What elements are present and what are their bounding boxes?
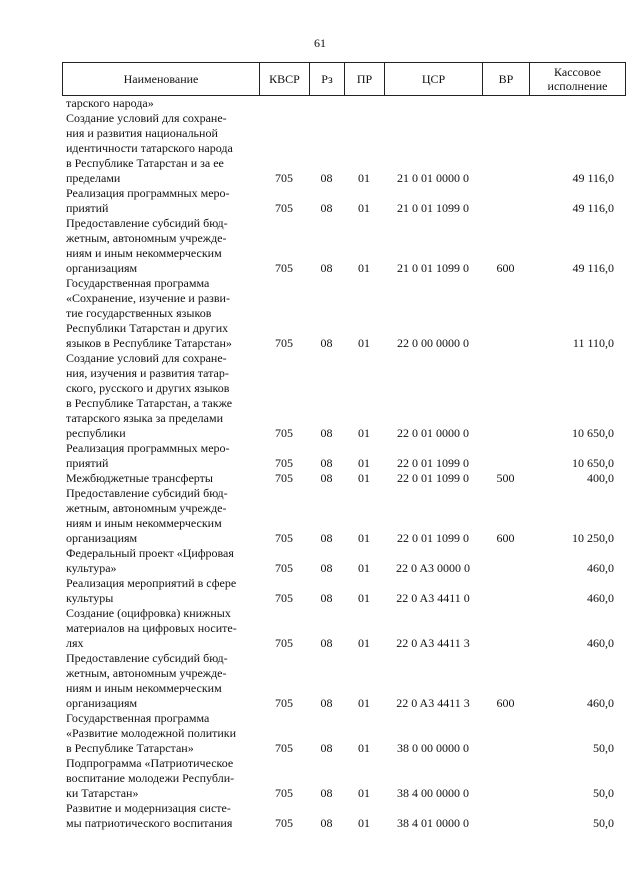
row-sum: 50,0 bbox=[593, 786, 614, 800]
row-name bbox=[62, 576, 259, 606]
row-pr: 01 bbox=[358, 471, 370, 485]
row-rz: 08 bbox=[320, 786, 333, 800]
row-rz: 08 bbox=[320, 261, 333, 275]
row-name-line: Предоставление субсидий бюд- bbox=[66, 216, 228, 230]
row-kvsr: 705 bbox=[275, 471, 293, 485]
row-sum: 10 650,0 bbox=[572, 456, 614, 470]
row-name bbox=[62, 486, 259, 546]
row-name-line: жетным, автономным учрежде- bbox=[66, 666, 227, 680]
row-name-line: организациям bbox=[66, 696, 138, 710]
row-name-line: воспитание молодежи Республи- bbox=[66, 771, 235, 785]
row-name-line: Межбюджетные трансферты bbox=[66, 471, 213, 485]
row-name-line: Государственная программа bbox=[66, 276, 210, 290]
row-name-line: Государственная программа bbox=[66, 711, 210, 725]
row-csr: 21 0 01 1099 0 bbox=[397, 261, 469, 275]
row-sum: 10 250,0 bbox=[572, 531, 614, 545]
row-rz: 08 bbox=[320, 426, 333, 440]
row-name-line: Предоставление субсидий бюд- bbox=[66, 651, 228, 665]
row-name-line: ния и развития национальной bbox=[66, 126, 218, 140]
row-csr: 22 0 A3 0000 0 bbox=[395, 561, 470, 575]
row-name bbox=[62, 441, 259, 471]
row-kvsr: 705 bbox=[275, 696, 293, 710]
row-pr: 01 bbox=[358, 336, 370, 350]
row-name bbox=[62, 801, 259, 831]
row-name-line: Предоставление субсидий бюд- bbox=[66, 486, 228, 500]
row-kvsr: 705 bbox=[275, 741, 293, 755]
row-name-line: республики bbox=[66, 426, 126, 440]
row-name-line: лях bbox=[66, 636, 84, 650]
row-name-line: идентичности татарского народа bbox=[66, 141, 233, 155]
row-pr: 01 bbox=[358, 456, 370, 470]
row-rz: 08 bbox=[320, 696, 333, 710]
row-csr: 21 0 01 0000 0 bbox=[397, 171, 469, 185]
row-rz: 08 bbox=[320, 561, 333, 575]
row-kvsr: 705 bbox=[275, 171, 293, 185]
row-pr: 01 bbox=[358, 816, 370, 830]
row-name-line: Реализация мероприятий в сфере bbox=[66, 576, 237, 590]
row-name-line: Федеральный проект «Цифровая bbox=[66, 546, 234, 560]
row-rz: 08 bbox=[320, 171, 333, 185]
row-name bbox=[62, 96, 259, 111]
row-name bbox=[62, 651, 259, 711]
row-sum: 49 116,0 bbox=[572, 171, 614, 185]
page-number: 61 bbox=[314, 36, 326, 50]
row-csr: 22 0 01 1099 0 bbox=[397, 531, 469, 545]
row-kvsr: 705 bbox=[275, 816, 293, 830]
table-row bbox=[62, 96, 626, 111]
row-rz: 08 bbox=[320, 201, 333, 215]
header-pr: ПР bbox=[345, 63, 385, 95]
row-name-line: приятий bbox=[66, 201, 109, 215]
row-pr: 01 bbox=[358, 696, 370, 710]
row-kvsr: 705 bbox=[275, 561, 293, 575]
row-vr: 500 bbox=[496, 471, 515, 485]
header-name: Наименование bbox=[63, 63, 260, 95]
row-name-line: ниям и иным некоммерческим bbox=[66, 516, 222, 530]
row-pr: 01 bbox=[358, 591, 370, 605]
row-pr: 01 bbox=[358, 201, 370, 215]
row-vr: 600 bbox=[496, 696, 515, 710]
row-csr: 22 0 A3 4411 0 bbox=[396, 591, 470, 605]
header-vr: ВР bbox=[483, 63, 530, 95]
row-sum: 460,0 bbox=[587, 636, 614, 650]
header-kvsr: КВСР bbox=[260, 63, 310, 95]
row-name-line: пределами bbox=[66, 171, 121, 185]
row-csr: 22 0 A3 4411 3 bbox=[396, 636, 470, 650]
row-csr: 38 0 00 0000 0 bbox=[397, 741, 469, 755]
table-row bbox=[62, 576, 626, 606]
row-name-line: Республики Татарстан и других bbox=[66, 321, 229, 335]
row-rz: 08 bbox=[320, 636, 333, 650]
row-name-line: организациям bbox=[66, 261, 138, 275]
row-sum: 50,0 bbox=[593, 741, 614, 755]
row-name-line: в Республике Татарстан, а также bbox=[66, 396, 233, 410]
row-sum: 10 650,0 bbox=[572, 426, 614, 440]
row-pr: 01 bbox=[358, 636, 370, 650]
row-name-line: тие государственных языков bbox=[66, 306, 212, 320]
row-kvsr: 705 bbox=[275, 786, 293, 800]
row-rz: 08 bbox=[320, 336, 333, 350]
row-kvsr: 705 bbox=[275, 201, 293, 215]
row-pr: 01 bbox=[358, 261, 370, 275]
row-name-line: материалов на цифровых носите- bbox=[66, 621, 237, 635]
row-kvsr: 705 bbox=[275, 261, 293, 275]
row-name-line: ского, русского и других языков bbox=[66, 381, 230, 395]
row-kvsr: 705 bbox=[275, 636, 293, 650]
table-row bbox=[62, 351, 626, 441]
row-rz: 08 bbox=[320, 471, 333, 485]
row-pr: 01 bbox=[358, 741, 370, 755]
row-csr: 22 0 01 0000 0 bbox=[397, 426, 469, 440]
row-vr: 600 bbox=[496, 261, 515, 275]
row-name-line: «Развитие молодежной политики bbox=[66, 726, 237, 740]
row-name-line: культура» bbox=[66, 561, 117, 575]
row-name-line: мы патриотического воспитания bbox=[66, 816, 233, 830]
row-name-line: «Сохранение, изучение и разви- bbox=[66, 291, 230, 305]
row-kvsr: 705 bbox=[275, 531, 293, 545]
row-sum: 49 116,0 bbox=[572, 201, 614, 215]
row-csr: 22 0 A3 4411 3 bbox=[396, 696, 470, 710]
row-pr: 01 bbox=[358, 171, 370, 185]
table-row bbox=[62, 756, 626, 801]
row-sum: 460,0 bbox=[587, 591, 614, 605]
row-csr: 38 4 00 0000 0 bbox=[397, 786, 469, 800]
row-pr: 01 bbox=[358, 426, 370, 440]
table-row bbox=[62, 486, 626, 546]
row-name bbox=[62, 276, 259, 351]
row-name bbox=[62, 216, 259, 276]
row-kvsr: 705 bbox=[275, 456, 293, 470]
row-name-line: приятий bbox=[66, 456, 109, 470]
row-name-line: ки Татарстан» bbox=[66, 786, 139, 800]
header-rz: Рз bbox=[310, 63, 345, 95]
row-name-line: Создание условий для сохране- bbox=[66, 351, 227, 365]
row-name-line: организациям bbox=[66, 531, 138, 545]
row-sum: 460,0 bbox=[587, 561, 614, 575]
row-name bbox=[62, 546, 259, 576]
row-name-line: Создание условий для сохране- bbox=[66, 111, 227, 125]
row-csr: 22 0 01 1099 0 bbox=[397, 456, 469, 470]
row-name-line: Подпрограмма «Патриотическое bbox=[66, 756, 234, 770]
table-row bbox=[62, 441, 626, 471]
table-header bbox=[62, 62, 626, 96]
row-name bbox=[62, 186, 259, 216]
row-name-line: жетным, автономным учрежде- bbox=[66, 501, 227, 515]
row-name-line: языков в Республике Татарстан» bbox=[66, 336, 232, 350]
row-name bbox=[62, 471, 259, 486]
row-kvsr: 705 bbox=[275, 336, 293, 350]
header-sum: Кассовое исполнение bbox=[547, 65, 608, 93]
row-sum: 400,0 bbox=[587, 471, 614, 485]
row-name-line: жетным, автономным учрежде- bbox=[66, 231, 227, 245]
row-rz: 08 bbox=[320, 456, 333, 470]
row-name-line: Реализация программных меро- bbox=[66, 186, 230, 200]
table-row bbox=[62, 471, 626, 486]
table-row bbox=[62, 111, 626, 186]
row-csr: 21 0 01 1099 0 bbox=[397, 201, 469, 215]
row-name-line: в Республике Татарстан и за ее bbox=[66, 156, 224, 170]
table-body bbox=[62, 96, 626, 831]
row-name-line: культуры bbox=[66, 591, 114, 605]
row-pr: 01 bbox=[358, 561, 370, 575]
row-name-line: Развитие и модернизация систе- bbox=[66, 801, 231, 815]
row-kvsr: 705 bbox=[275, 426, 293, 440]
table-row bbox=[62, 606, 626, 651]
row-name-line: ния, изучения и развития татар- bbox=[66, 366, 229, 380]
table-row bbox=[62, 216, 626, 276]
row-vr: 600 bbox=[496, 531, 515, 545]
row-name bbox=[62, 111, 259, 186]
row-rz: 08 bbox=[320, 816, 333, 830]
row-name-line: Реализация программных меро- bbox=[66, 441, 230, 455]
row-pr: 01 bbox=[358, 531, 370, 545]
row-rz: 08 bbox=[320, 531, 333, 545]
table-row bbox=[62, 546, 626, 576]
table-row bbox=[62, 651, 626, 711]
table-row bbox=[62, 711, 626, 756]
table-row bbox=[62, 276, 626, 351]
row-name-line: тарского народа» bbox=[66, 96, 154, 110]
table-row bbox=[62, 801, 626, 831]
row-sum: 11 110,0 bbox=[572, 336, 614, 350]
row-kvsr: 705 bbox=[275, 591, 293, 605]
row-rz: 08 bbox=[320, 741, 333, 755]
row-name bbox=[62, 756, 259, 801]
row-name-line: ниям и иным некоммерческим bbox=[66, 246, 222, 260]
row-name-line: Создание (оцифровка) книжных bbox=[66, 606, 231, 620]
row-name bbox=[62, 351, 259, 441]
row-sum: 50,0 bbox=[593, 816, 614, 830]
row-csr: 38 4 01 0000 0 bbox=[397, 816, 469, 830]
row-name bbox=[62, 606, 259, 651]
row-name-line: ниям и иным некоммерческим bbox=[66, 681, 222, 695]
row-name bbox=[62, 711, 259, 756]
header-csr: ЦСР bbox=[385, 63, 483, 95]
row-sum: 49 116,0 bbox=[572, 261, 614, 275]
row-pr: 01 bbox=[358, 786, 370, 800]
row-csr: 22 0 00 0000 0 bbox=[397, 336, 469, 350]
row-sum: 460,0 bbox=[587, 696, 614, 710]
table-row bbox=[62, 186, 626, 216]
row-csr: 22 0 01 1099 0 bbox=[397, 471, 469, 485]
row-rz: 08 bbox=[320, 591, 333, 605]
row-name-line: татарского языка за пределами bbox=[66, 411, 224, 425]
row-name-line: в Республике Татарстан» bbox=[66, 741, 194, 755]
